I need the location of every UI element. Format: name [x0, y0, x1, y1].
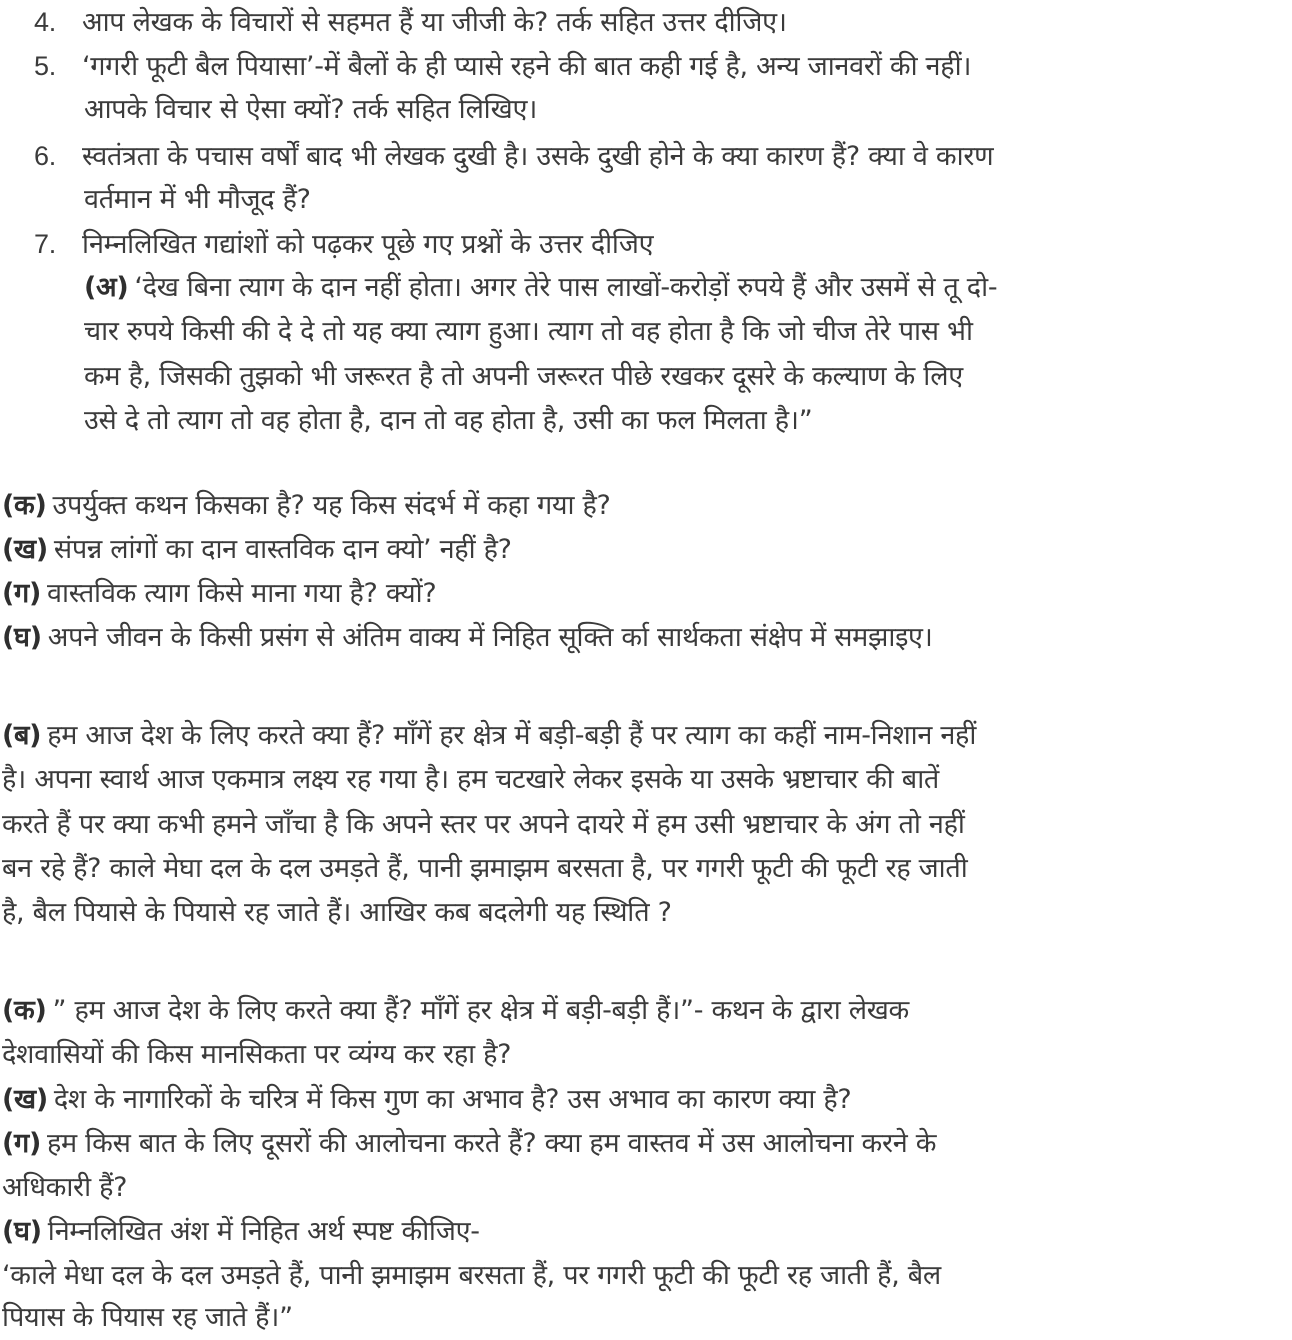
- passage-b-question-ka: [2, 989, 909, 1033]
- passage-b-label: (ब): [2, 720, 42, 751]
- sub-question-label: (क): [2, 995, 47, 1026]
- passage-a-question-kha: [2, 528, 512, 572]
- passage-a-line-4: उसे दे तो त्याग तो वह होता है, दान तो वह होता है, उसी का फल मिलता है।”: [84, 405, 813, 436]
- passage-b-question-gha-quote-2: पियास के पियास रह जाते हैं।”: [2, 1302, 293, 1333]
- passage-text: हम आज देश के लिए करते क्या हैं? माँगें हर क्षेत्र में बड़ी-बड़ी हैं पर त्याग का कहीं नाम-निशान नहीं: [47, 720, 977, 751]
- sub-question-text: निम्नलिखित अंश में निहित अर्थ स्पष्ट कीजिए-: [47, 1216, 480, 1247]
- question-number: 6.: [34, 141, 56, 171]
- passage-text: ‘देख बिना त्याग के दान नहीं होता। अगर तेरे पास लाखों-करोड़ों रुपये हैं और उसमें से तू दो-: [134, 272, 998, 303]
- passage-b-line-2: है। अपना स्वार्थ आज एकमात्र लक्ष्य रह गया है। हम चटखारे लेकर इसके या उसके भ्रष्टाचार की बातें: [2, 764, 939, 795]
- passage-b-question-gha: [2, 1210, 480, 1254]
- passage-b-question-gha-quote-1: ‘काले मेधा दल के दल उमड़ते हैं, पानी झमाझम बरसता हैं, पर गगरी फूटी की फूटी रह जाती हैं, बैल: [2, 1260, 941, 1291]
- question-number: 4.: [34, 7, 56, 37]
- passage-b-line-4: बन रहे हैं? काले मेघा दल के दल उमड़ते हैं, पानी झमाझम बरसता है, पर गगरी फूटी की फूटी रह जाती: [2, 853, 968, 884]
- question-number: 7.: [34, 229, 56, 259]
- passage-b-line-3: करते हैं पर क्या कभी हमने जाँचा है कि अपने स्तर पर अपने दायरे में हम उसी भ्रष्टाचार के अंग तो नहीं: [2, 809, 965, 840]
- sub-question-text: वास्तविक त्याग किसे माना गया है? क्यों?: [46, 578, 437, 609]
- sub-question-label: (घ): [2, 1216, 42, 1247]
- passage-a-question-gha: [2, 616, 933, 660]
- passage-a-question-ka: [2, 484, 611, 528]
- sub-question-label: (ग): [2, 578, 41, 609]
- question-6-continuation: वर्तमान में भी मौजूद हैं?: [84, 184, 311, 215]
- passage-b-question-ka-continuation: देशवासियों की किस मानसिकता पर व्यंग्य कर रहा है?: [2, 1039, 512, 1070]
- passage-a-line-1: [84, 266, 997, 310]
- sub-question-text: देश के नागारिकों के चरित्र में किस गुण का अभाव है? उस अभाव का कारण क्या है?: [53, 1084, 852, 1115]
- question-5: [34, 44, 971, 88]
- passage-b-question-ga: [2, 1122, 936, 1166]
- sub-question-text: संपन्न लांगों का दान वास्तविक दान क्यो’ नहीं है?: [53, 534, 512, 565]
- sub-question-text: ” हम आज देश के लिए करते क्या हैं? माँगें हर क्षेत्र में बड़ी-बड़ी हैं।”- कथन के द्वारा लेखक: [52, 995, 909, 1026]
- question-text: स्वतंत्रता के पचास वर्षों बाद भी लेखक दुखी है। उसके दुखी होने के क्या कारण हैं? क्या वे कारण: [82, 141, 994, 172]
- question-text: निम्नलिखित गद्यांशों को पढ़कर पूछे गए प्रश्नों के उत्तर दीजिए: [82, 229, 654, 260]
- passage-a-question-ga: [2, 572, 436, 616]
- passage-a-line-2: चार रुपये किसी की दे दे तो यह क्या त्याग हुआ। त्याग तो वह होता है कि जो चीज तेरे पास भी: [84, 316, 973, 347]
- sub-question-text: अपने जीवन के किसी प्रसंग से अंतिम वाक्य में निहित सूक्ति र्का सार्थकता संक्षेप में समझाइए।: [47, 622, 933, 653]
- sub-question-label: (ख): [2, 1084, 48, 1115]
- passage-b-question-kha: [2, 1078, 851, 1122]
- question-text: आप लेखक के विचारों से सहमत हैं या जीजी के? तर्क सहित उत्तर दीजिए।: [82, 7, 787, 38]
- sub-question-label: (ख): [2, 534, 48, 565]
- question-5-continuation: आपके विचार से ऐसा क्यों? तर्क सहित लिखिए।: [84, 94, 538, 125]
- question-7: [34, 222, 653, 266]
- sub-question-label: (घ): [2, 622, 42, 653]
- sub-question-label: (ग): [2, 1128, 41, 1159]
- passage-b-line-5: है, बैल पियासे के पियासे रह जाते हैं। आखिर कब बदलेगी यह स्थिति ?: [2, 897, 672, 928]
- question-text: ‘गगरी फूटी बैल पियासा’-में बैलों के ही प्यासे रहने की बात कही गई है, अन्य जानवरों की नहीं।: [82, 51, 972, 82]
- question-4: [34, 0, 787, 44]
- passage-b-question-ga-continuation: अधिकारी हैं?: [2, 1172, 128, 1203]
- question-6: [34, 134, 993, 178]
- sub-question-label: (क): [2, 490, 47, 521]
- question-number: 5.: [34, 51, 56, 81]
- sub-question-text: हम किस बात के लिए दूसरों की आलोचना करते हैं? क्या हम वास्तव में उस आलोचना करने के: [46, 1128, 937, 1159]
- sub-question-text: उपर्युक्त कथन किसका है? यह किस संदर्भ में कहा गया है?: [52, 490, 611, 521]
- passage-a-label: (अ): [84, 272, 129, 303]
- passage-b-line-1: [2, 714, 976, 758]
- passage-a-line-3: कम है, जिसकी तुझको भी जरूरत है तो अपनी जरूरत पीछे रखकर दूसरे के कल्याण के लिए: [84, 361, 963, 392]
